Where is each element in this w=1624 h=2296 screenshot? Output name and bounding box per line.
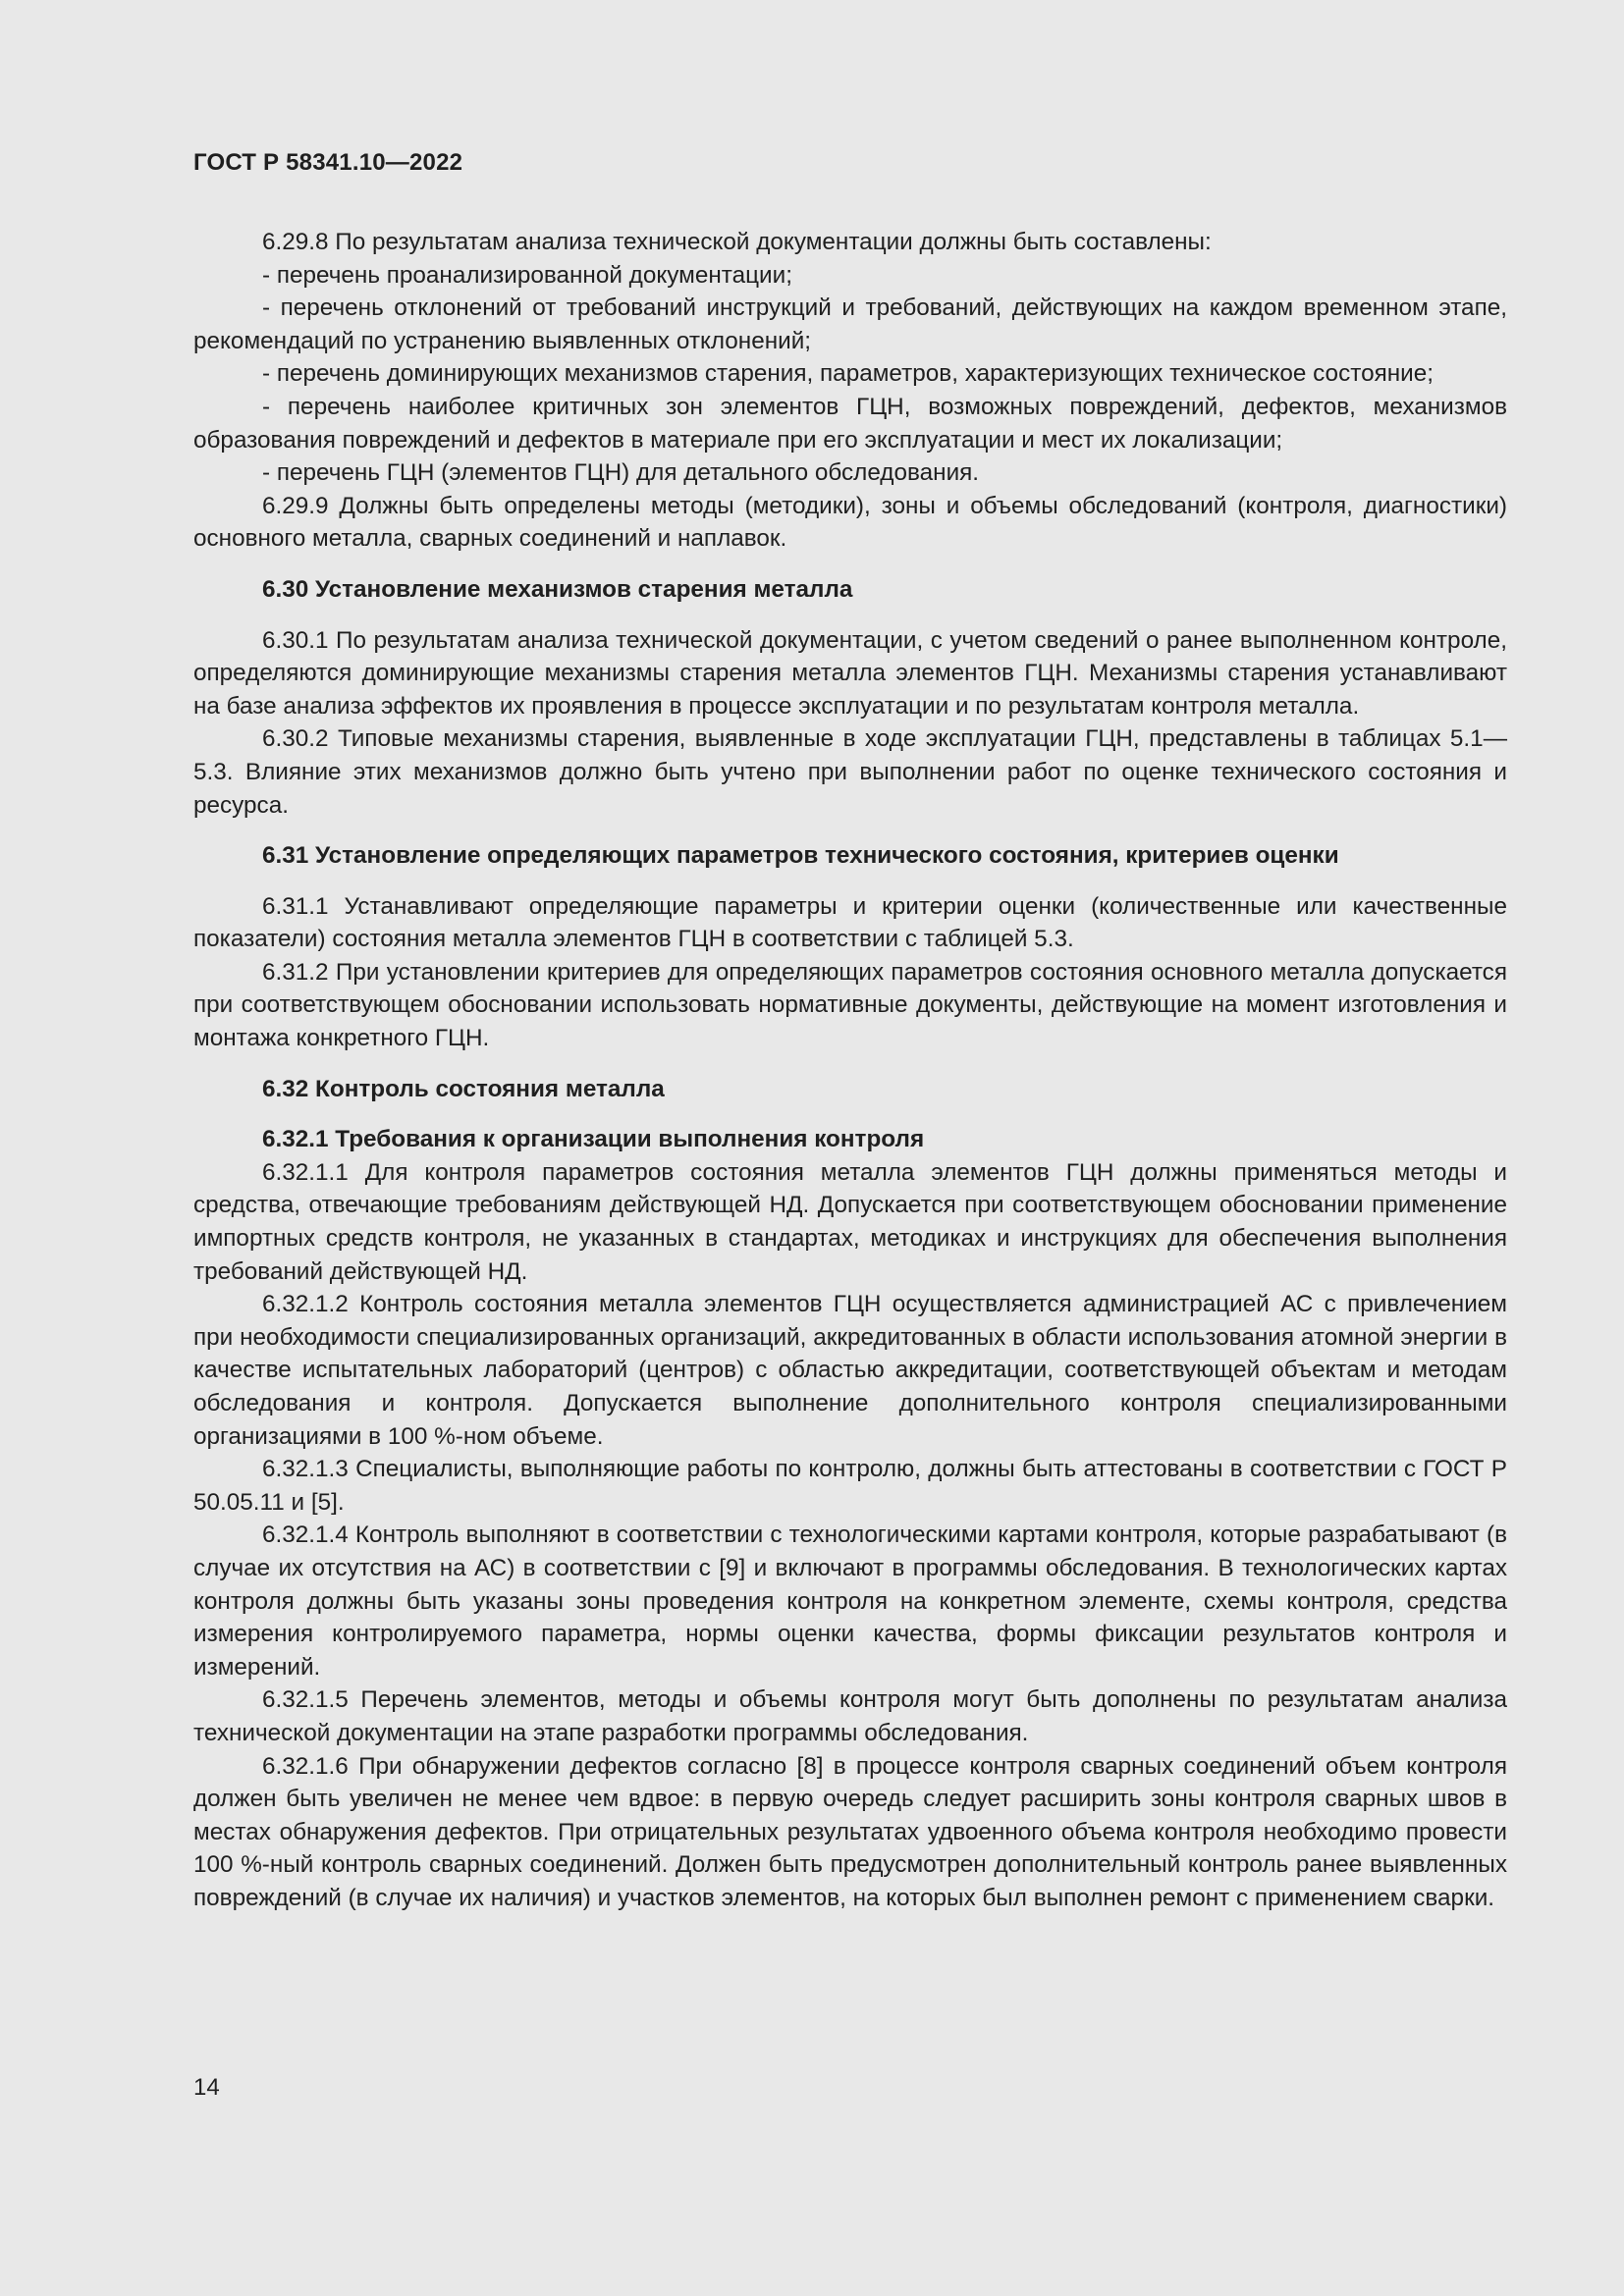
list-item: - перечень отклонений от требований инструкций и требований, действующих на каждом временном этапе, рекомендаций по устранению выявленных отклонений; [193,294,1507,354]
section-heading: 6.30 Установление механизмов старения металла [262,575,853,603]
paragraph: 6.32.1.4 Контроль выполняют в соответствии с технологическими картами контроля, которые разрабатывают (в случае их отсутствия на АС) в соответствии с [9] и включают в программы обследования. В технологических картах контроля должны быть указаны зоны проведения контроля на конкретном элементе, схемы контроля, средства измерения контролируемого параметра, нормы оценки качества, формы фиксации результатов контроля и измерений. [193,1522,1507,1681]
list-item: - перечень ГЦН (элементов ГЦН) для детального обследования. [262,459,980,487]
paragraph: 6.31.1 Устанавливают определяющие параметры и критерии оценки (количественные или качественные показатели) состояния металла элементов ГЦН в соответствии с таблицей 5.3. [193,892,1507,953]
section-heading: 6.31 Установление определяющих параметров технического состояния, критериев оценки [262,842,1339,870]
document-body [193,226,1507,1915]
page-number: 14 [193,2074,220,2101]
paragraph: 6.30.1 По результатам анализа технической документации, с учетом сведений о ранее выполненном контроле, определяются доминирующие механизмы старения металла элементов ГЦН. Механизмы старения устанавливают на базе анализа эффектов их проявления в процессе эксплуатации и по результатам контроля металла. [193,626,1507,720]
list-item: - перечень проанализированной документации; [262,261,792,289]
paragraph: 6.30.2 Типовые механизмы старения, выявленные в ходе эксплуатации ГЦН, представлены в таблицах 5.1—5.3. Влияние этих механизмов должно быть учтено при выполнении работ по оценке технического состояния и ресурса. [193,725,1507,819]
paragraph: 6.29.8 По результатам анализа технической документации должны быть составлены: [262,229,1212,255]
paragraph: 6.32.1.1 Для контроля параметров состояния металла элементов ГЦН должны применяться методы и средства, отвечающие требованиям действующей НД. Допускается при соответствующем обосновании применение импортных средств контроля, не указанных в стандартах, методиках и инструкциях для обеспечения выполнения требований действующей НД. [193,1158,1507,1285]
document-header: ГОСТ Р 58341.10—2022 [193,149,463,176]
paragraph: 6.31.2 При установлении критериев для определяющих параметров состояния основного металла допускается при соответствующем обосновании использовать нормативные документы, действующие на момент изготовления и монтажа конкретного ГЦН. [193,958,1507,1052]
paragraph: 6.29.9 Должны быть определены методы (методики), зоны и объемы обследований (контроля, диагностики) основного металла, сварных соединений и наплавок. [193,492,1507,553]
subsection-heading: 6.32.1 Требования к организации выполнения контроля [262,1126,925,1153]
paragraph: 6.32.1.3 Специалисты, выполняющие работы по контролю, должны быть аттестованы в соответствии с ГОСТ Р 50.05.11 и [5]. [193,1456,1507,1516]
paragraph: 6.32.1.2 Контроль состояния металла элементов ГЦН осуществляется администрацией АС с привлечением при необходимости специализированных организаций, аккредитованных в области использования атомной энергии в качестве испытательных лабораторий (центров) с областью аккредитации, соответствующей объектам и методам обследования и контроля. Допускается выполнение дополнительного контроля специализированными организациями в 100 %-ном объеме. [193,1291,1507,1450]
list-item: - перечень доминирующих механизмов старения, параметров, характеризующих техническое состояние; [262,360,1434,388]
paragraph: 6.32.1.6 При обнаружении дефектов согласно [8] в процессе контроля сварных соединений объем контроля должен быть увеличен не менее чем вдвое: в первую очередь следует расширить зоны контроля сварных швов в местах обнаружения дефектов. При отрицательных результатах удвоенного объема контроля необходимо провести 100 %-ный контроль сварных соединений. Должен быть предусмотрен дополнительный контроль ранее выявленных повреждений (в случае их наличия) и участков элементов, на которых был выполнен ремонт с применением сварки. [193,1752,1507,1911]
paragraph: 6.32.1.5 Перечень элементов, методы и объемы контроля могут быть дополнены по результатам анализа технической документации на этапе разработки программы обследования. [193,1686,1507,1746]
list-item: - перечень наиболее критичных зон элементов ГЦН, возможных повреждений, дефектов, механизмов образования повреждений и дефектов в материале при его эксплуатации и мест их локализации; [193,393,1507,454]
section-heading: 6.32 Контроль состояния металла [262,1075,665,1102]
